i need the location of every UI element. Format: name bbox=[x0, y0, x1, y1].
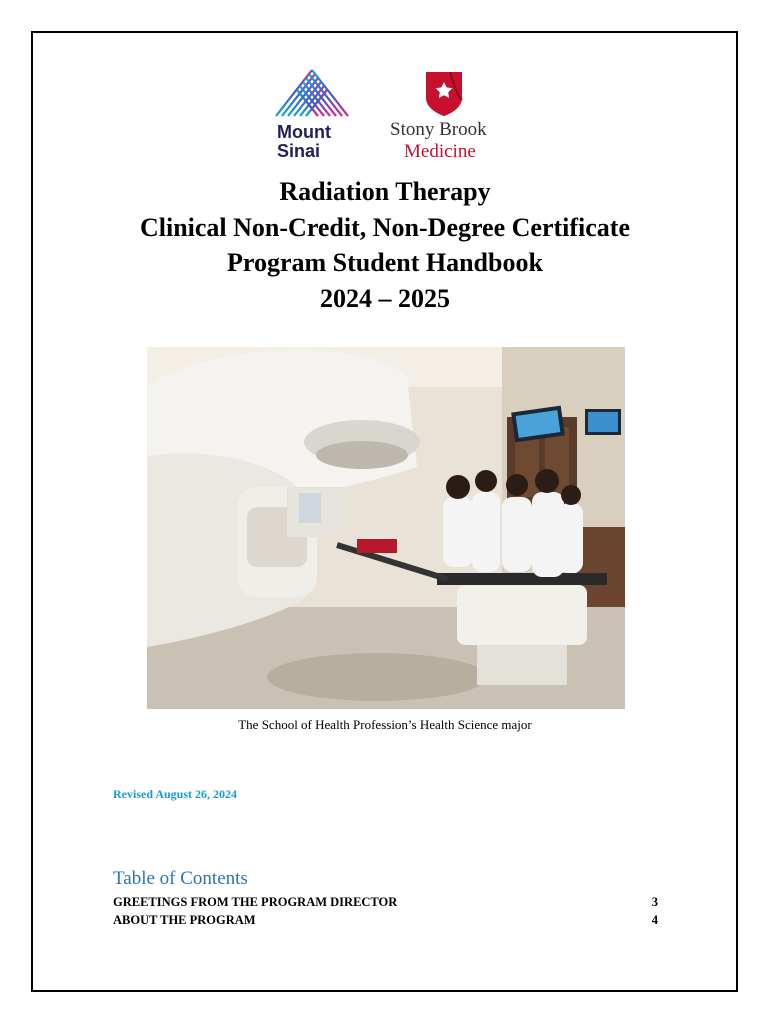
mount-sinai-word-1: Mount bbox=[277, 122, 331, 142]
toc-entry-page: 3 bbox=[651, 895, 658, 909]
revision-date: Revised August 26, 2024 bbox=[113, 787, 238, 801]
title-line-2: Clinical Non-Credit, Non-Degree Certificate bbox=[139, 212, 630, 242]
stony-brook-word: Stony Brook bbox=[390, 119, 487, 140]
toc-entry-title[interactable]: ABOUT THE PROGRAM bbox=[113, 913, 256, 927]
title-line-1: Radiation Therapy bbox=[279, 177, 491, 206]
toc-entry-title[interactable]: GREETINGS FROM THE PROGRAM DIRECTOR bbox=[113, 895, 398, 909]
radiation-therapy-photo bbox=[147, 347, 625, 709]
title-line-3: Program Student Handbook bbox=[227, 248, 543, 277]
mount-sinai-mark-icon bbox=[272, 66, 354, 124]
title-line-4: 2024 – 2025 bbox=[320, 283, 450, 313]
photo-caption: The School of Health Profession’s Health Science major bbox=[238, 717, 532, 732]
stony-brook-shield-icon bbox=[388, 70, 500, 116]
document-title bbox=[0, 174, 770, 316]
toc-entry-page: 4 bbox=[651, 913, 658, 927]
mount-sinai-word-2: Sinai bbox=[277, 141, 321, 161]
stony-brook-logo bbox=[388, 70, 500, 166]
mount-sinai-logo bbox=[272, 66, 354, 166]
medicine-word: Medicine bbox=[404, 141, 476, 162]
toc-heading: Table of Contents bbox=[113, 868, 248, 889]
